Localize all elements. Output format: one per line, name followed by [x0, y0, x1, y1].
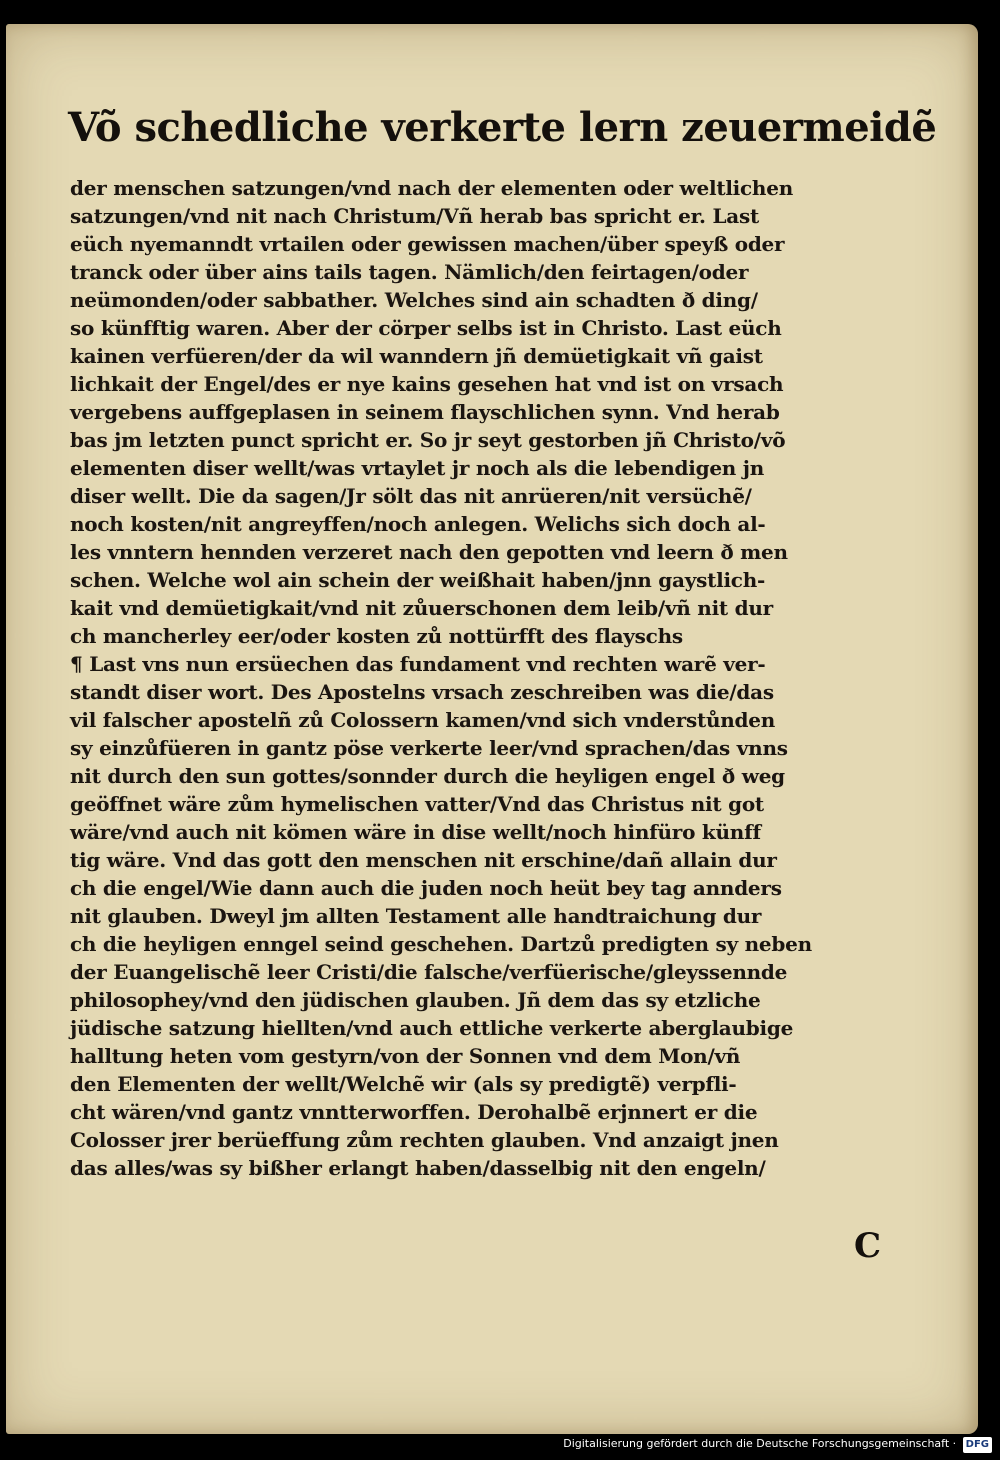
text-line: kait vnd demüetigkait/vnd nit zůuerschonen dem leib/vñ nit dur — [70, 596, 773, 620]
text-line: halltung heten vom gestyrn/von der Sonnen vnd dem Mon/vñ — [70, 1044, 741, 1068]
text-line: tranck oder über ains tails tagen. Nämlich/den feirtagen/oder — [70, 260, 749, 284]
text-line: vergebens auffgeplasen in seinem flayschlichen synn. Vnd herab — [70, 400, 780, 424]
text-line: kainen verfüeren/der da wil wanndern jñ demüetigkait vñ gaist — [70, 344, 763, 368]
text-line: das alles/was sy bißher erlangt haben/dasselbig nit den engeln/ — [70, 1156, 766, 1180]
text-line: neümonden/oder sabbather. Welches sind ain schadten ð ding/ — [70, 288, 758, 312]
signature-mark: C — [854, 1226, 882, 1266]
text-block — [70, 174, 810, 1182]
text-line: les vnntern hennden verzeret nach den gepotten vnd leern ð men — [70, 540, 788, 564]
text-line: Colosser jrer berüeffung zům rechten glauben. Vnd anzaigt jnen — [70, 1128, 779, 1152]
text-line: ch die engel/Wie dann auch die juden noch heüt bey tag annders — [70, 876, 782, 900]
text-line: satzungen/vnd nit nach Christum/Vñ herab bas spricht er. Last — [70, 204, 759, 228]
text-line: philosophey/vnd den jüdischen glauben. Jñ dem das sy etzliche — [70, 988, 761, 1012]
text-line: jüdische satzung hiellten/vnd auch ettliche verkerte aberglaubige — [70, 1016, 794, 1040]
text-line: noch kosten/nit angreyffen/noch anlegen. Welichs sich doch al- — [70, 512, 766, 536]
text-line: schen. Welche wol ain schein der weißhait haben/jnn gaystlich- — [70, 568, 766, 592]
text-line: vil falscher apostelñ zů Colossern kamen/vnd sich vnderstůnden — [70, 708, 776, 732]
text-line: sy einzůfüeren in gantz pöse verkerte leer/vnd sprachen/das vnns — [70, 736, 788, 760]
dfg-logo: DFG — [963, 1437, 992, 1453]
text-line: bas jm letzten punct spricht er. So jr seyt gestorben jñ Christo/võ — [70, 428, 786, 452]
book-page — [6, 24, 978, 1434]
footer-text: Digitalisierung gefördert durch die Deutsche Forschungsgemeinschaft · — [563, 1437, 957, 1450]
text-line: ¶ Last vns nun ersüechen das fundament vnd rechten warẽ ver- — [70, 652, 766, 676]
text-line: cht wären/vnd gantz vnntterworffen. Derohalbẽ erjnnert er die — [70, 1100, 758, 1124]
text-line: der menschen satzungen/vnd nach der elementen oder weltlichen — [70, 176, 793, 200]
text-line: nit glauben. Dweyl jm allten Testament alle handtraichung dur — [70, 904, 762, 928]
text-line: standt diser wort. Des Apostelns vrsach zeschreiben was die/das — [70, 680, 774, 704]
text-line: so künfftig waren. Aber der cörper selbs ist in Christo. Last eüch — [70, 316, 782, 340]
text-line: den Elementen der wellt/Welchẽ wir (als sy predigtẽ) verpfli- — [70, 1072, 737, 1096]
text-line: lichkait der Engel/des er nye kains gesehen hat vnd ist on vrsach — [70, 372, 784, 396]
text-line: geöffnet wäre zům hymelischen vatter/Vnd das Christus nit got — [70, 792, 764, 816]
page-heading: Võ schedliche verkerte lern zeuermeidẽ — [68, 104, 937, 151]
digitization-footer — [563, 1436, 992, 1452]
text-line: eüch nyemanndt vrtailen oder gewissen machen/über speyß oder — [70, 232, 785, 256]
text-line: nit durch den sun gottes/sonnder durch die heyligen engel ð weg — [70, 764, 785, 788]
text-line: ch mancherley eer/oder kosten zů nottürfft des flayschs — [70, 624, 683, 648]
text-line: ch die heyligen enngel seind geschehen. Dartzů predigten sy neben — [70, 932, 812, 956]
text-line: wäre/vnd auch nit kömen wäre in dise wellt/noch hinfüro künff — [70, 820, 761, 844]
text-line: elementen diser wellt/was vrtaylet jr noch als die lebendigen jn — [70, 456, 765, 480]
text-line: tig wäre. Vnd das gott den menschen nit erschine/dañ allain dur — [70, 848, 777, 872]
text-line: diser wellt. Die da sagen/Jr sölt das nit anrüeren/nit versüchẽ/ — [70, 484, 752, 508]
text-line: der Euangelischẽ leer Cristi/die falsche/verfüerische/gleyssennde — [70, 960, 788, 984]
